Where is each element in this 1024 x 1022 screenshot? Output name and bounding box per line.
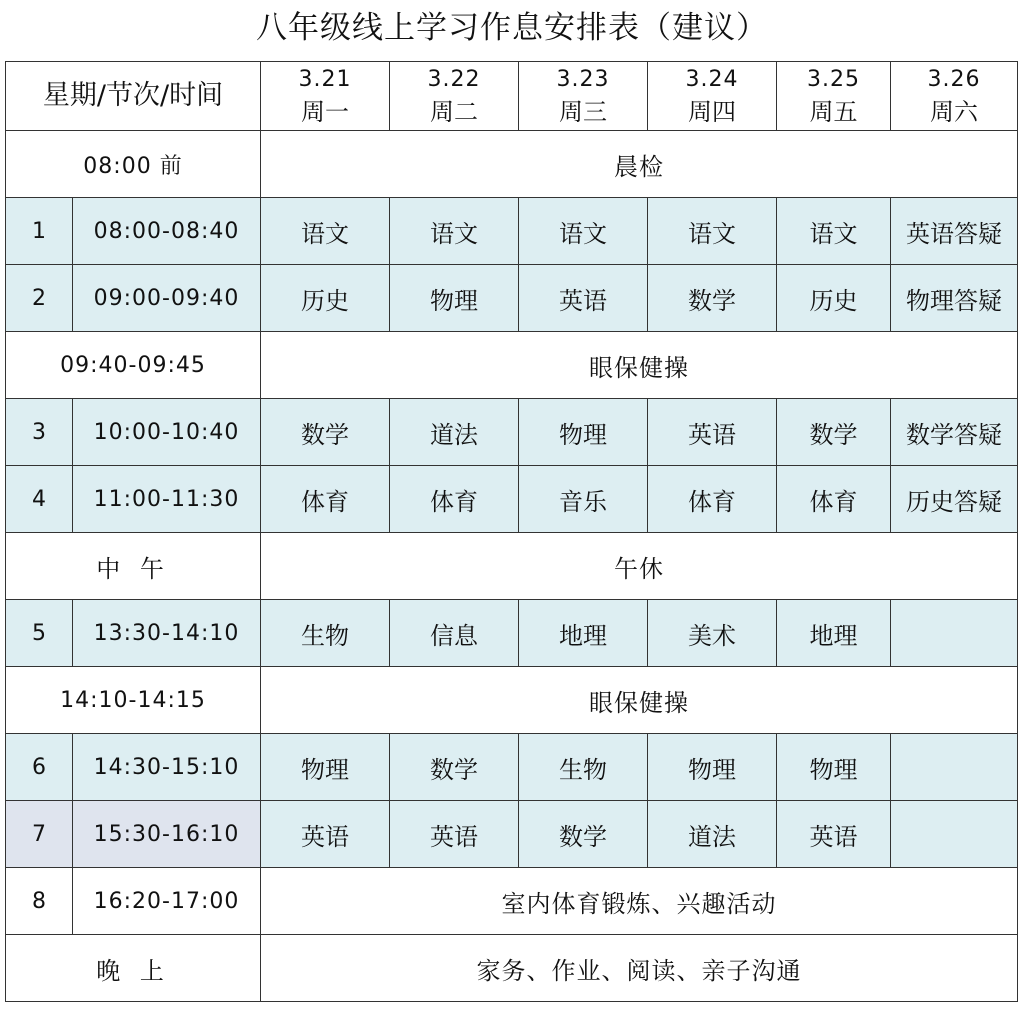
day-date: 3.23 bbox=[556, 67, 610, 92]
class-cell: 信息 bbox=[390, 600, 519, 667]
period-number: 1 bbox=[6, 198, 73, 265]
class-cell: 物理 bbox=[261, 734, 390, 801]
class-cell: 数学 bbox=[648, 265, 777, 332]
row-activity: 眼保健操 bbox=[261, 332, 1018, 399]
day-weekday: 周五 bbox=[809, 98, 858, 126]
page-title: 八年级线上学习作息安排表（建议） bbox=[256, 10, 768, 46]
period-number: 4 bbox=[6, 466, 73, 533]
corner-header: 星期/节次/时间 bbox=[6, 62, 261, 131]
class-cell: 地理 bbox=[777, 600, 891, 667]
class-cell: 英语 bbox=[777, 801, 891, 868]
row-activity: 室内体育锻炼、兴趣活动 bbox=[261, 868, 1018, 935]
class-cell: 英语答疑 bbox=[891, 198, 1018, 265]
class-cell: 历史 bbox=[261, 265, 390, 332]
day-header bbox=[777, 62, 891, 131]
row-activity: 家务、作业、阅读、亲子沟通 bbox=[261, 935, 1018, 1002]
class-cell: 历史答疑 bbox=[891, 466, 1018, 533]
day-weekday: 周三 bbox=[559, 98, 608, 126]
day-date: 3.24 bbox=[685, 67, 739, 92]
period-time: 16:20-17:00 bbox=[73, 868, 261, 935]
header-row bbox=[6, 62, 1018, 131]
class-cell: 物理 bbox=[390, 265, 519, 332]
day-weekday: 周二 bbox=[430, 98, 479, 126]
day-date: 3.26 bbox=[927, 67, 981, 92]
class-cell: 物理答疑 bbox=[891, 265, 1018, 332]
period-time: 15:30-16:10 bbox=[73, 801, 261, 868]
period-number: 7 bbox=[6, 801, 73, 868]
period-time: 11:00-11:30 bbox=[73, 466, 261, 533]
class-cell: 数学 bbox=[390, 734, 519, 801]
class-cell: 语文 bbox=[519, 198, 648, 265]
class-cell: 数学 bbox=[777, 399, 891, 466]
row-label: 中 午 bbox=[6, 533, 261, 600]
class-cell bbox=[891, 801, 1018, 868]
row-activity: 晨检 bbox=[261, 131, 1018, 198]
class-cell: 物理 bbox=[777, 734, 891, 801]
full-row-eye-exercise bbox=[6, 332, 1018, 399]
day-weekday: 周四 bbox=[688, 98, 737, 126]
class-cell: 语文 bbox=[261, 198, 390, 265]
class-row-4 bbox=[6, 466, 1018, 533]
class-cell: 体育 bbox=[777, 466, 891, 533]
row-label: 14:10-14:15 bbox=[6, 667, 261, 734]
class-cell: 物理 bbox=[519, 399, 648, 466]
period-number: 3 bbox=[6, 399, 73, 466]
period-number: 5 bbox=[6, 600, 73, 667]
period-number: 6 bbox=[6, 734, 73, 801]
class-cell: 语文 bbox=[648, 198, 777, 265]
class-cell: 生物 bbox=[261, 600, 390, 667]
class-cell: 历史 bbox=[777, 265, 891, 332]
period-time: 14:30-15:10 bbox=[73, 734, 261, 801]
day-date: 3.25 bbox=[807, 67, 860, 92]
day-header bbox=[261, 62, 390, 131]
full-row-eye-exercise-2 bbox=[6, 667, 1018, 734]
period-time: 10:00-10:40 bbox=[73, 399, 261, 466]
class-cell: 语文 bbox=[777, 198, 891, 265]
class-row-1 bbox=[6, 198, 1018, 265]
day-header bbox=[891, 62, 1018, 131]
class-cell: 英语 bbox=[390, 801, 519, 868]
day-date: 3.22 bbox=[427, 67, 481, 92]
class-cell: 道法 bbox=[390, 399, 519, 466]
class-cell: 物理 bbox=[648, 734, 777, 801]
day-header bbox=[519, 62, 648, 131]
class-cell bbox=[891, 734, 1018, 801]
period-time: 08:00-08:40 bbox=[73, 198, 261, 265]
class-cell: 体育 bbox=[648, 466, 777, 533]
period-time: 09:00-09:40 bbox=[73, 265, 261, 332]
class-cell bbox=[891, 600, 1018, 667]
class-cell: 道法 bbox=[648, 801, 777, 868]
full-row-evening bbox=[6, 935, 1018, 1002]
row-label: 09:40-09:45 bbox=[6, 332, 261, 399]
class-cell: 美术 bbox=[648, 600, 777, 667]
class-cell: 体育 bbox=[390, 466, 519, 533]
class-cell: 体育 bbox=[261, 466, 390, 533]
class-cell: 地理 bbox=[519, 600, 648, 667]
day-date: 3.21 bbox=[298, 67, 352, 92]
class-row-3 bbox=[6, 399, 1018, 466]
period-number: 8 bbox=[6, 868, 73, 935]
row-label: 晚 上 bbox=[6, 935, 261, 1002]
class-cell: 音乐 bbox=[519, 466, 648, 533]
day-header bbox=[390, 62, 519, 131]
period-number: 2 bbox=[6, 265, 73, 332]
class-row-7 bbox=[6, 801, 1018, 868]
class-cell: 生物 bbox=[519, 734, 648, 801]
full-row-morning-check bbox=[6, 131, 1018, 198]
period-time: 13:30-14:10 bbox=[73, 600, 261, 667]
day-weekday: 周一 bbox=[301, 98, 350, 126]
class-cell: 数学答疑 bbox=[891, 399, 1018, 466]
schedule-table bbox=[5, 61, 1018, 1002]
class-row-5 bbox=[6, 600, 1018, 667]
class-cell: 语文 bbox=[390, 198, 519, 265]
class-cell: 数学 bbox=[261, 399, 390, 466]
row-activity: 眼保健操 bbox=[261, 667, 1018, 734]
day-weekday: 周六 bbox=[930, 98, 979, 126]
class-cell: 数学 bbox=[519, 801, 648, 868]
class-row-2 bbox=[6, 265, 1018, 332]
class-cell: 英语 bbox=[519, 265, 648, 332]
class-cell: 英语 bbox=[261, 801, 390, 868]
row-activity: 午休 bbox=[261, 533, 1018, 600]
class-cell: 英语 bbox=[648, 399, 777, 466]
day-header bbox=[648, 62, 777, 131]
full-row-noon bbox=[6, 533, 1018, 600]
class-row-6 bbox=[6, 734, 1018, 801]
class-row-8 bbox=[6, 868, 1018, 935]
row-label: 08:00 前 bbox=[6, 131, 261, 198]
